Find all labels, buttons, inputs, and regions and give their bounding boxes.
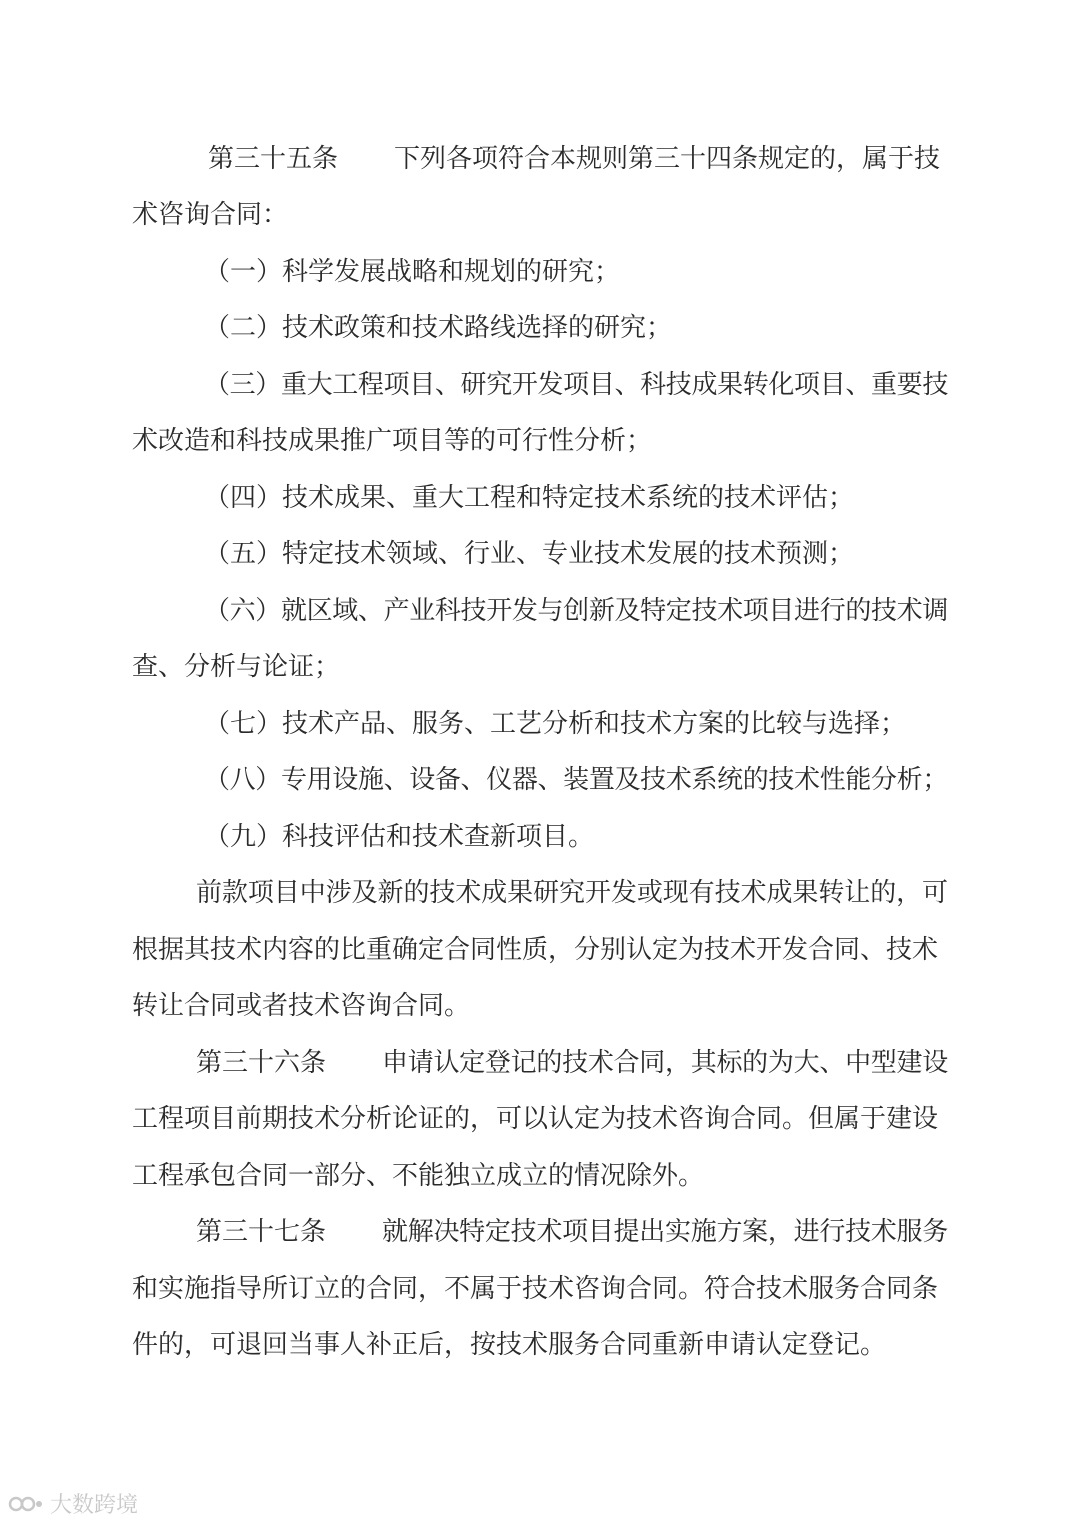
item-5: （五）特定技术领域、行业、专业技术发展的技术预测； <box>204 539 855 569</box>
watermark-text: 大数跨境 <box>50 1493 139 1518</box>
watermark-logo-icon <box>8 1493 44 1515</box>
article-37-line-2: 和实施指导所订立的合同，不属于技术咨询合同。符合技术服务合同条 <box>132 1274 939 1304</box>
item-3-line-2: 术改造和科技成果推广项目等的可行性分析； <box>132 426 653 456</box>
article-36-label: 第三十六条 <box>196 1048 327 1078</box>
article-35-label: 第三十五条 <box>208 144 339 174</box>
item-9: （九）科技评估和技术查新项目。 <box>204 822 595 852</box>
article-37-line-1: 就解决特定技术项目提出实施方案，进行技术服务 <box>382 1217 948 1247</box>
item-1: （一）科学发展战略和规划的研究； <box>204 257 621 287</box>
watermark <box>8 1488 138 1519</box>
item-6-line-1: （六）就区域、产业科技开发与创新及特定技术项目进行的技术调 <box>204 596 948 626</box>
item-4: （四）技术成果、重大工程和特定技术系统的技术评估； <box>204 483 855 513</box>
article-36-line-1: 申请认定登记的技术合同，其标的为大、中型建设 <box>382 1048 948 1078</box>
article-36-line-2: 工程项目前期技术分析论证的，可以认定为技术咨询合同。但属于建设 <box>132 1104 939 1134</box>
article-37-line-3: 件的，可退回当事人补正后，按技术服务合同重新申请认定登记。 <box>132 1330 887 1360</box>
article-35-line-2: 术咨询合同： <box>132 200 289 230</box>
item-8: （八）专用设施、设备、仪器、装置及技术系统的技术性能分析； <box>204 765 948 795</box>
item-3-line-1: （三）重大工程项目、研究开发项目、科技成果转化项目、重要技 <box>204 370 948 400</box>
paragraph-line-1: 前款项目中涉及新的技术成果研究开发或现有技术成果转让的，可 <box>196 878 948 908</box>
paragraph-line-3: 转让合同或者技术咨询合同。 <box>132 991 471 1021</box>
item-2: （二）技术政策和技术路线选择的研究； <box>204 313 673 343</box>
article-36-line-3: 工程承包合同一部分、不能独立成立的情况除外。 <box>132 1161 705 1191</box>
paragraph-line-2: 根据其技术内容的比重确定合同性质，分别认定为技术开发合同、技术 <box>132 935 939 965</box>
article-35-line-1: 下列各项符合本规则第三十四条规定的，属于技 <box>394 144 941 174</box>
item-6-line-2: 查、分析与论证； <box>132 652 341 682</box>
article-37-label: 第三十七条 <box>196 1217 327 1247</box>
item-7: （七）技术产品、服务、工艺分析和技术方案的比较与选择； <box>204 709 907 739</box>
